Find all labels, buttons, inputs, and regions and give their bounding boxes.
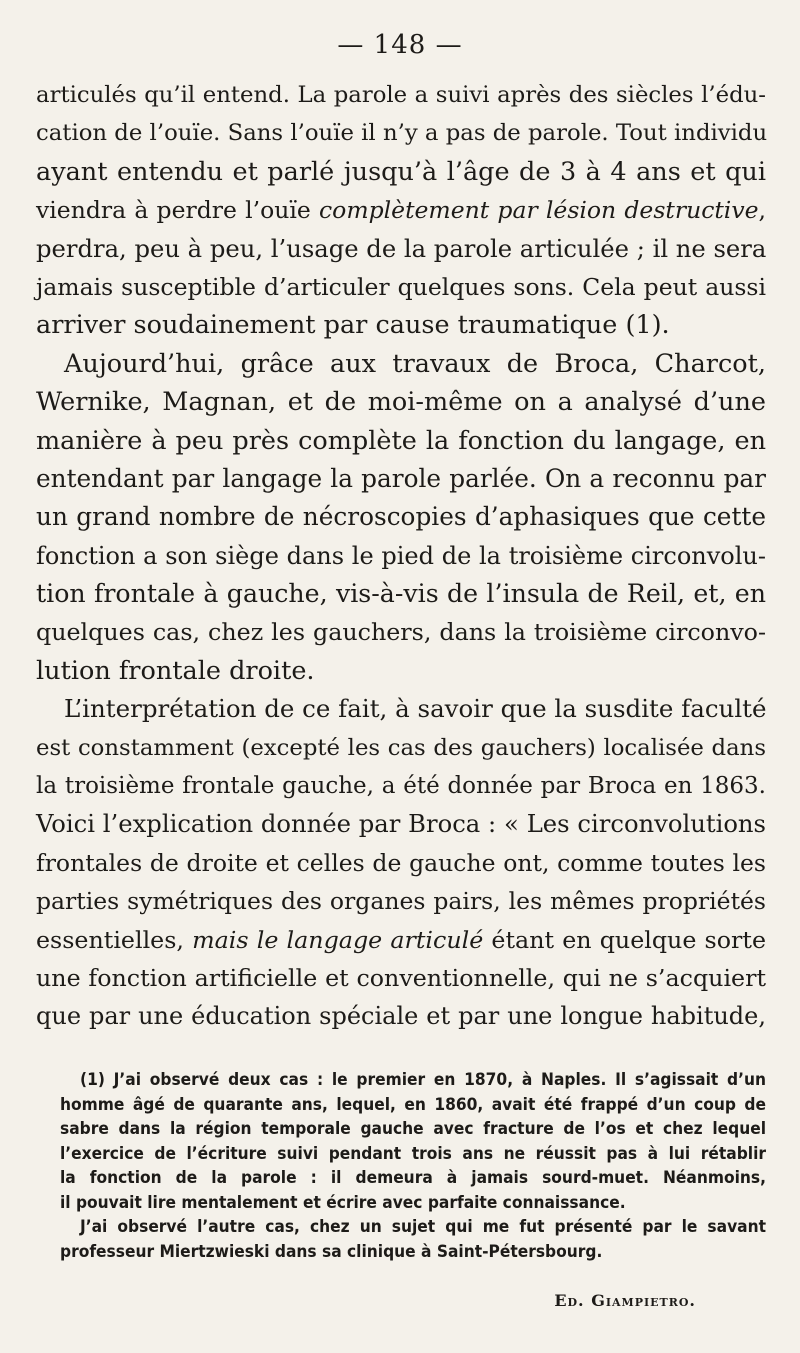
text-line: manière à peu près complète la fonction du langage, en: [36, 425, 766, 456]
text-line: une fonction artificielle et conventionnelle, qui ne s’acquiert: [36, 963, 766, 992]
footnote-paragraph-1: [60, 1068, 766, 1215]
text-line: entendant par langage la parole parlée. On a reconnu par: [36, 463, 766, 493]
text-line: essentielles, mais le langage articulé étant en quelque sorte: [36, 925, 766, 954]
text-line: frontales de droite et celles de gauche ont, comme toutes les: [36, 848, 766, 877]
paragraph-3: [36, 690, 766, 1036]
paragraph-2: [36, 345, 766, 691]
text-line: lution frontale droite.: [36, 655, 315, 686]
text-line: parties symétriques des organes pairs, les mêmes propriétés: [36, 887, 766, 916]
text-line: fonction a son siège dans le pied de la troisième circonvolu-: [36, 541, 766, 570]
text-line: perdra, peu à peu, l’usage de la parole articulée ; il ne sera: [36, 233, 767, 263]
text-line: un grand nombre de nécroscopies d’aphasiques que cette: [36, 502, 766, 532]
main-text: [36, 76, 766, 1036]
text-line: ayant entendu et parlé jusqu’à l’âge de 3 à 4 ans et qui: [36, 156, 766, 187]
footnote-paragraph-2: [60, 1215, 766, 1264]
text-line: jamais susceptible d’articuler quelques sons. Cela peut aussi: [36, 272, 766, 301]
page-number: — 148 —: [337, 30, 463, 60]
text-line: articulés qu’il entend. La parole a suivi après des siècles l’édu-: [36, 82, 766, 108]
footnote: [60, 1068, 766, 1264]
text-line: arriver soudainement par cause traumatique (1).: [36, 310, 670, 341]
text-line: Voici l’explication donnée par Broca : « Les circonvolutions: [36, 809, 766, 839]
text-line: quelques cas, chez les gauchers, dans la troisième circonvo-: [36, 618, 766, 647]
footnote-line: la fonction de la parole : il demeura à jamais sourd-muet. Néanmoins,: [60, 1168, 766, 1188]
text-line: viendra à perdre l’ouïe complètement par lésion destructive,: [36, 196, 766, 225]
text-line: Wernike, Magnan, et de moi-même on a analysé d’une: [36, 387, 766, 418]
footnote-line: professeur Miertzwieski dans sa clinique à Saint-Pétersbourg.: [60, 1241, 603, 1262]
text-line: Aujourd’hui, grâce aux travaux de Broca, Charcot,: [64, 348, 766, 379]
text-line: tion frontale à gauche, vis-à-vis de l’insula de Reil, et, en: [36, 579, 766, 609]
text-line: cation de l’ouïe. Sans l’ouïe il n’y a pas de parole. Tout individu: [36, 120, 768, 147]
author-signature: Ed. Giampietro.: [554, 1291, 696, 1310]
text-line: L’interprétation de ce fait, à savoir que la susdite faculté: [64, 694, 767, 724]
footnote-line: homme âgé de quarante ans, lequel, en 1860, avait été frappé d’un coup de: [60, 1094, 766, 1115]
footnote-line: (1) J’ai observé deux cas : le premier en 1870, à Naples. Il s’agissait d’un: [80, 1070, 766, 1090]
paragraph-1: [36, 76, 766, 345]
footnote-line: il pouvait lire mentalement et écrire avec parfaite connaissance.: [60, 1192, 626, 1213]
footnote-line: J’ai observé l’autre cas, chez un sujet qui me fut présenté par le savant: [80, 1217, 766, 1237]
footnote-line: sabre dans la région temporale gauche avec fracture de l’os et chez lequel: [60, 1119, 766, 1139]
text-line: que par une éducation spéciale et par une longue habitude,: [36, 1002, 766, 1031]
footnote-line: l’exercice de l’écriture suivi pendant trois ans ne réussit pas à lui rétablir: [60, 1143, 766, 1164]
text-line: la troisième frontale gauche, a été donnée par Broca en 1863.: [36, 773, 766, 800]
text-line: est constamment (excepté les cas des gauchers) localisée dans: [36, 734, 766, 761]
